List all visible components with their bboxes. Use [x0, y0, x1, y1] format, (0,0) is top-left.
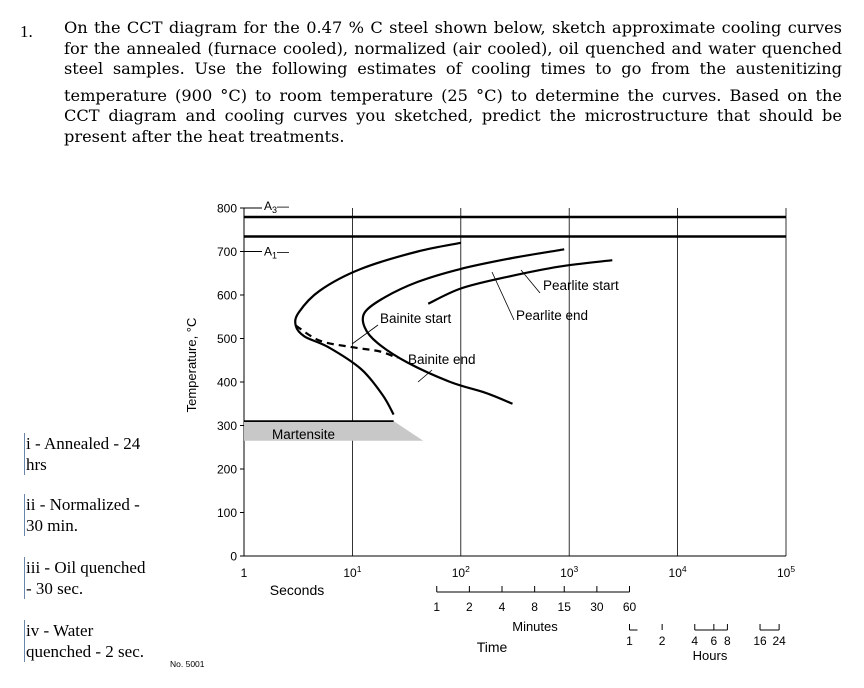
y-tick-label: 200	[216, 462, 237, 477]
hour-tick-label: 16	[753, 634, 767, 648]
option-label-cont: 30 min.	[26, 516, 78, 535]
minute-tick-label: 30	[590, 600, 604, 614]
hour-tick-label: 4	[691, 634, 699, 648]
hour-tick-label: 8	[724, 634, 731, 648]
critical-temp-label: $A_1—$	[264, 244, 290, 261]
minute-tick-label: 1	[433, 600, 441, 614]
annotation-martensite: Martensite	[272, 427, 336, 442]
y-tick-label: 0	[230, 549, 237, 564]
option-annealed	[24, 433, 176, 475]
y-tick-label: 500	[216, 332, 237, 346]
option-normalized	[24, 494, 176, 536]
option-water-quenched	[24, 620, 176, 662]
x-tick-label: $10^4$	[668, 564, 687, 580]
x-axis-label-minutes: Minutes	[512, 619, 558, 634]
annotation-pearlite-end: Pearlite end	[516, 308, 589, 323]
hour-tick-label: 1	[626, 634, 633, 648]
x-tick-label: 1	[240, 566, 248, 580]
question-line: present after the heat treatments.	[64, 126, 345, 146]
y-tick-label: 600	[216, 288, 237, 303]
option-oil-quenched	[24, 557, 176, 599]
x-tick-label: $10^2$	[451, 564, 470, 580]
option-label-cont: - 30 sec.	[26, 579, 84, 598]
minute-tick-label: 2	[466, 600, 473, 614]
question-line: On the CCT diagram for the 0.47 % C steel shown below, sketch approximate cooling curves	[64, 18, 842, 37]
chart-grid	[240, 208, 786, 630]
annotation-bainite-start: Bainite start	[380, 311, 452, 326]
leader-pearlite-end	[492, 272, 514, 320]
curve-pearlite-start	[295, 243, 461, 415]
minute-tick-label: 4	[498, 600, 506, 614]
x-tick-label: $10^1$	[343, 564, 362, 580]
option-label-cont: hrs	[26, 455, 47, 474]
option-label: ii - Normalized -	[26, 495, 140, 514]
y-tick-label: 800	[216, 201, 237, 216]
chart-curves	[295, 243, 612, 415]
minute-tick-label: 8	[531, 600, 538, 614]
y-tick-label: 700	[216, 245, 237, 259]
leader-pearlite-start	[521, 270, 540, 293]
y-tick-label: 100	[216, 506, 237, 520]
annotation-pearlite-start: Pearlite start	[543, 278, 619, 293]
x-tick-label: $10^5$	[776, 564, 796, 580]
x-axis-label-hours: Hours	[692, 648, 728, 663]
y-axis-label: Temperature, °C	[184, 317, 199, 413]
option-label: iv - Water	[26, 621, 94, 640]
figure-number: No. 5001	[170, 659, 205, 669]
y-tick-label: 300	[216, 419, 237, 433]
option-label: iii - Oil quenched	[26, 558, 146, 577]
question-line: steel samples. Use the following estimates of cooling times to go from the austenitizing	[64, 59, 842, 78]
critical-temp-label: $A_3—$	[264, 199, 290, 215]
curve-bainite-start	[296, 326, 398, 359]
question-number: 1.	[20, 22, 33, 41]
hour-tick-label: 24	[772, 634, 786, 648]
option-label-cont: quenched - 2 sec.	[26, 642, 145, 661]
minute-tick-label: 15	[557, 600, 571, 614]
annotation-bainite-end: Bainite end	[408, 352, 476, 367]
question-line: CCT diagram and cooling curves you sketched, predict the microstructure that should be	[64, 106, 842, 125]
question-line: temperature (900 °C) to room temperature (25 °C) to determine the curves. Based on the	[64, 85, 842, 105]
option-label: i - Annealed - 24	[26, 434, 141, 453]
minute-tick-label: 60	[622, 600, 637, 614]
y-tick-label: 400	[216, 375, 237, 390]
curve-pearlite-end	[363, 249, 565, 403]
x-axis-label-time: Time	[476, 639, 508, 655]
x-axis-label-seconds: Seconds	[269, 582, 325, 598]
hour-tick-label: 6	[710, 634, 718, 648]
x-tick-label: $10^3$	[560, 564, 579, 580]
question-line: for the annealed (furnace cooled), normalized (air cooled), oil quenched and water quenched	[64, 38, 842, 58]
hour-tick-label: 2	[658, 634, 666, 648]
